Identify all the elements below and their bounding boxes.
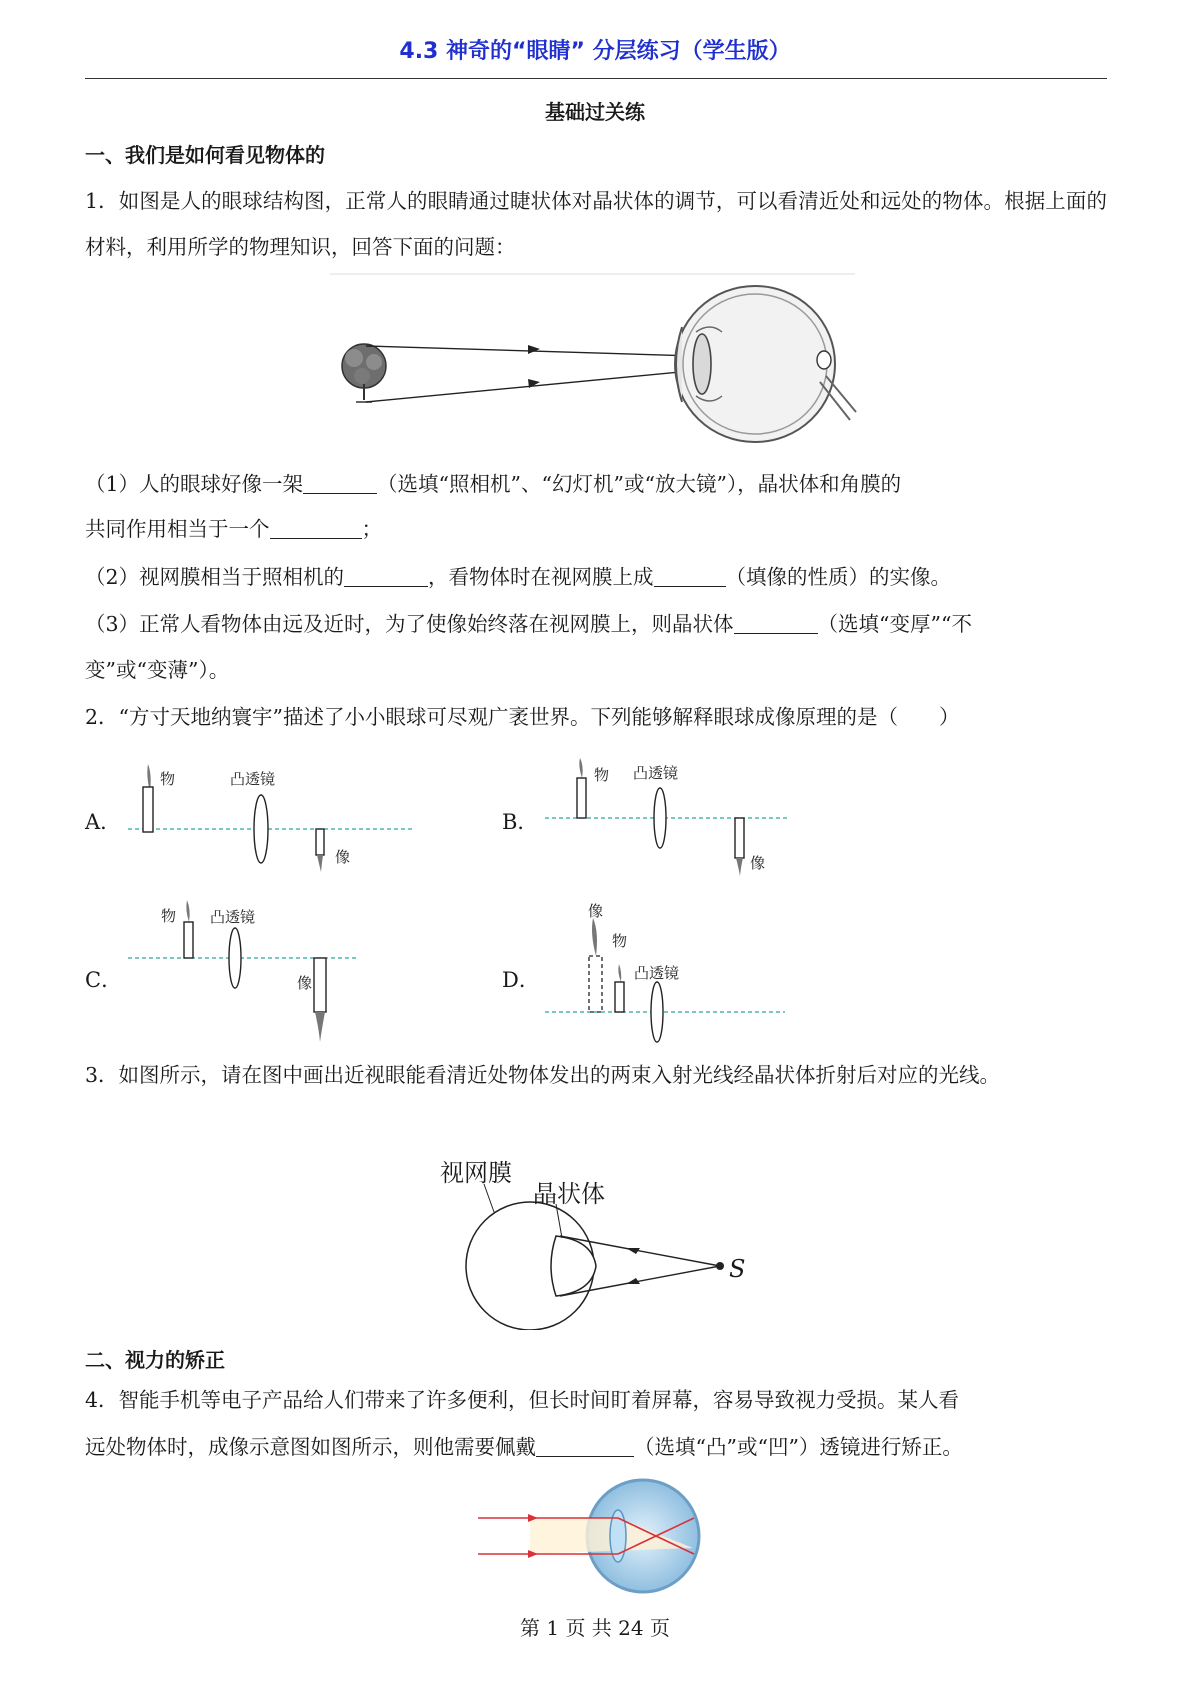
q1-part2-text-c: （填像的性质）的实像。 [725,565,952,589]
answer-blank[interactable] [303,473,377,495]
object-label: 物 [612,932,628,950]
eye-structure-figure [330,272,860,452]
myopia-imaging-figure [478,1478,718,1596]
section-title-1: 一、我们是如何看见物体的 [85,143,325,167]
q1-part2-text-a: （2）视网膜相当于照相机的 [85,565,345,589]
question-1-part-1a [85,469,1107,499]
image-label: 像 [588,902,604,920]
tree-icon [342,344,386,402]
option-c-label[interactable]: C． [85,968,123,992]
lens-label: 晶状体 [533,1180,605,1208]
option-b-label[interactable]: B． [502,810,539,834]
q1-part1-text-a: （1）人的眼球好像一架 [85,472,304,496]
q1-part2-text-b: ，看物体时在视网膜上成 [428,565,654,589]
answer-blank[interactable] [536,1436,634,1458]
lens-label: 凸透镜 [633,764,679,782]
q1-part1-text-c: 共同作用相当于一个 [85,517,270,541]
q1-part3-text-a: （3）正常人看物体由远及近时，为了使像始终落在视网膜上，则晶状体 [85,612,734,636]
object-label: 物 [161,907,177,925]
question-4-stem-b [85,1432,1107,1462]
object-label: 物 [160,770,176,788]
question-3-stem: 3．如图所示，请在图中画出近视眼能看清近处物体发出的两束入射光线经晶状体折射后对应的光线。 [85,1063,1001,1087]
q4-text-c: （选填“凸”或“凹”）透镜进行矫正。 [634,1435,963,1459]
lens-label: 凸透镜 [210,908,256,926]
q1-part3-text-c: 变”或“变薄”）。 [85,658,230,682]
question-2-stem: 2．“方寸天地纳寰宇”描述了小小眼球可尽观广袤世界。下列能够解释眼球成像原理的是（ ） [85,705,960,729]
q1-part3-text-b: （选填“变厚”“不 [817,612,972,636]
question-4-stem-a: 4．智能手机等电子产品给人们带来了许多便利，但长时间盯着屏幕，容易导致视力受损。某人看 [85,1388,960,1412]
question-1-part-1b [85,514,1107,544]
image-label: 像 [335,848,351,866]
source-point-label: S [729,1255,746,1283]
answer-blank[interactable] [654,566,726,588]
header-rule [85,78,1107,79]
page-title: 4.3 神奇的“眼睛” 分层练习（学生版） [399,39,791,64]
answer-blank[interactable] [344,566,428,588]
question-1-part-2 [85,562,1107,592]
q4-text-b: 远处物体时，成像示意图如图所示，则他需要佩戴 [85,1435,536,1459]
q1-part1-text-b: （选填“照相机”、“幻灯机”或“放大镜”），晶状体和角膜的 [377,472,902,496]
answer-blank[interactable] [734,613,818,635]
retina-label: 视网膜 [440,1159,512,1187]
lens-label: 凸透镜 [634,964,680,982]
page-footer: 第 1 页 共 24 页 [520,1616,670,1640]
object-label: 物 [594,766,610,784]
q1-part1-text-d: ； [361,517,382,541]
lens-label: 凸透镜 [230,770,276,788]
question-1-stem: 1．如图是人的眼球结构图，正常人的眼睛通过睫状体对晶状体的调节，可以看清近处和远处的物体。根据上面的材料，利用所学的物理知识，回答下面的问题： [85,189,1107,259]
section-title-2: 二、视力的矫正 [85,1348,225,1372]
option-d-label[interactable]: D． [502,968,540,992]
question-1-part-3b [85,655,1107,685]
image-label: 像 [297,974,313,992]
question-1-part-3a [85,609,1107,639]
image-label: 像 [750,854,766,872]
section-heading: 基础过关练 [545,100,645,124]
option-a-label[interactable]: A． [85,810,122,834]
answer-blank[interactable] [270,518,362,540]
